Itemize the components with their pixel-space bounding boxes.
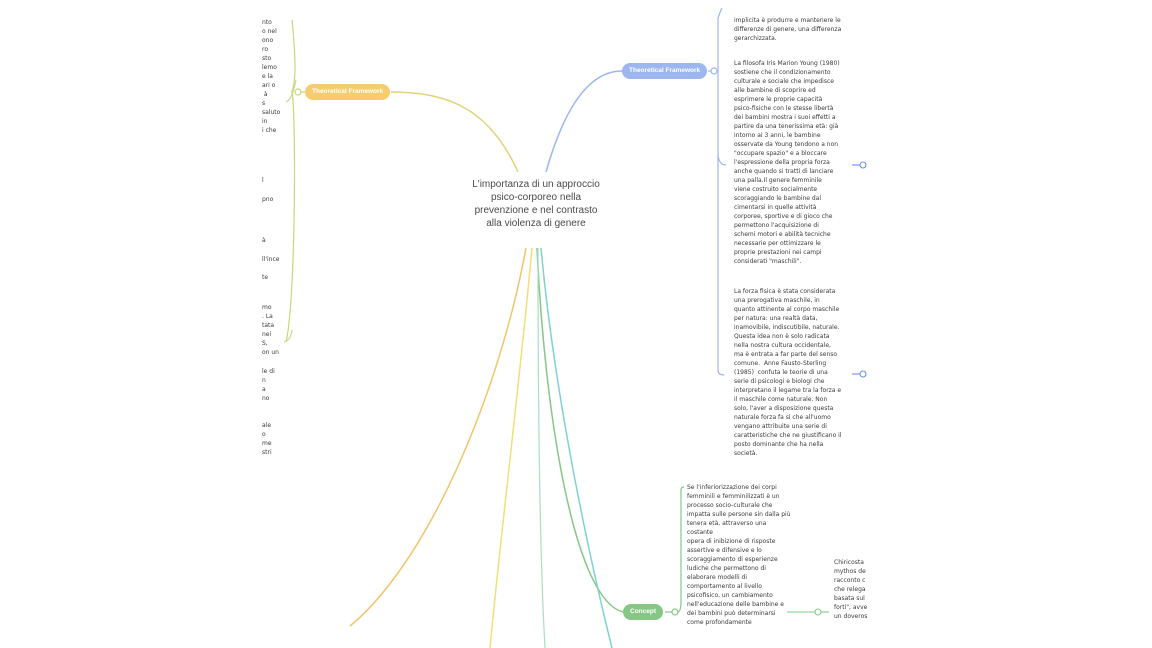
- concept-node[interactable]: Concept: [623, 604, 663, 620]
- branch-central-to-theoretical-right: [546, 71, 622, 172]
- right-branch-tick-top: [718, 8, 722, 18]
- concept-text-block: Se l'inferiorizzazione dei corpi femminili e femminilizzati è un processo socio-culturale che impatta sulle persone sin dalla più tenera età, attraverso una costante opera di inibizione di risposte assertive e difensive e lo scoraggiamento di esperienze ludiche che permettono di elaborare modelli di comportamento al livello psicofisico, un cambiamento nell'educazione delle bambine e dei bambini può determinarsi come profondamente: [687, 484, 791, 626]
- branch-central-to-theoretical-left: [391, 92, 518, 172]
- concept-connector-dot: [672, 609, 678, 615]
- theoretical-framework-node-right[interactable]: Theoretical Framework: [622, 63, 707, 79]
- concept-branch-up: [678, 487, 684, 612]
- left-text-fragment-lower: mo . La tata nei S, on un: [262, 304, 279, 356]
- right-text-block-forza: La forza fisica è stata considerata una prerogativa maschile, in quanto attinente al corpo maschile per natura: una realtà data, inamovibile, indiscutibile, naturale. Questa idea non è solo radicata nella nostra cultura occidentale, ma è entrata a far parte del senso comune. Anne Fausto-Sterling (1985) confuta le teorie di una serie di psicologi e biologi che interpretano il legame tra la forza e il maschile come naturale. Non solo, l'aver a disposizione questa naturale forza fa sì che all'uomo vengano attribuite una serie di caratteristiche che ne giustificano il posto dominante che ha nella società.: [734, 288, 842, 457]
- left-text-fragment-5: te: [262, 274, 269, 281]
- right-branch-tick-mid: [718, 155, 726, 165]
- branch-central-teal-2: [538, 248, 545, 648]
- central-topic[interactable]: L'importanza di un approccio psico-corporeo nella prevenzione e nel contrasto alla violenza di genere: [472, 179, 600, 229]
- branch-central-yellow: [490, 248, 532, 648]
- right-leaf-dot-2: [860, 371, 866, 377]
- left-branch-tick-1: [286, 80, 296, 102]
- concept-leaf-dot: [815, 609, 821, 615]
- branch-central-deep-orange: [350, 248, 526, 626]
- left-text-fragment-4: ll'ince: [262, 256, 280, 263]
- right-leaf-dot-1: [860, 162, 866, 168]
- left-node-connector-dot: [295, 89, 301, 95]
- left-text-fragment-3: à: [262, 237, 266, 244]
- right-text-block-young: La filosofa Iris Marion Young (1980) sostiene che il condizionamento culturale e sociale che impedisce alle bambine di scoprire ed esprimere le proprie capacità psico-fisiche con le stesse libertà dei bambini mostra i suoi effetti a partire da una tenerissima età: già intorno ai 3 anni, le bambine osservate da Young tendono a non "occupare spazio" e a bloccare l'espressione della propria forza anche quando si tratti di lanciare una palla.Il genere femminile viene costruito socialmente scoraggiando le bambine dal cimentarsi in quelle attività corporee, sportive e di gioco che permettono l'acquisizione di schemi motori e abilità tecniche necessarie per ottimizzare le proprie prestazioni nei campi considerati "maschili".: [734, 60, 840, 265]
- left-vertical-branch: [286, 20, 295, 342]
- branch-central-to-concept: [537, 248, 623, 612]
- left-text-fragment-top: nto o nel ono ro sto lemo e la ari o à s saluto in i che: [262, 19, 281, 134]
- left-text-fragment-bottom: le di n a no ale o me stri: [262, 368, 275, 456]
- branch-central-teal: [541, 248, 612, 648]
- right-node-connector-dot: [711, 68, 717, 74]
- far-right-text-fragment: Chiricosta mythos de racconto c che relega basata sul forti", avve un doveros: [834, 559, 868, 620]
- right-vertical-branch: [718, 18, 724, 375]
- right-text-block-0: implicita è produrre e mantenere le differenze di genere, una differenza gerarchizzata.: [734, 17, 842, 42]
- theoretical-framework-node-left[interactable]: Theoretical Framework: [305, 84, 390, 100]
- left-text-fragment-2: pno: [262, 196, 274, 203]
- left-text-fragment-1: l: [262, 177, 264, 184]
